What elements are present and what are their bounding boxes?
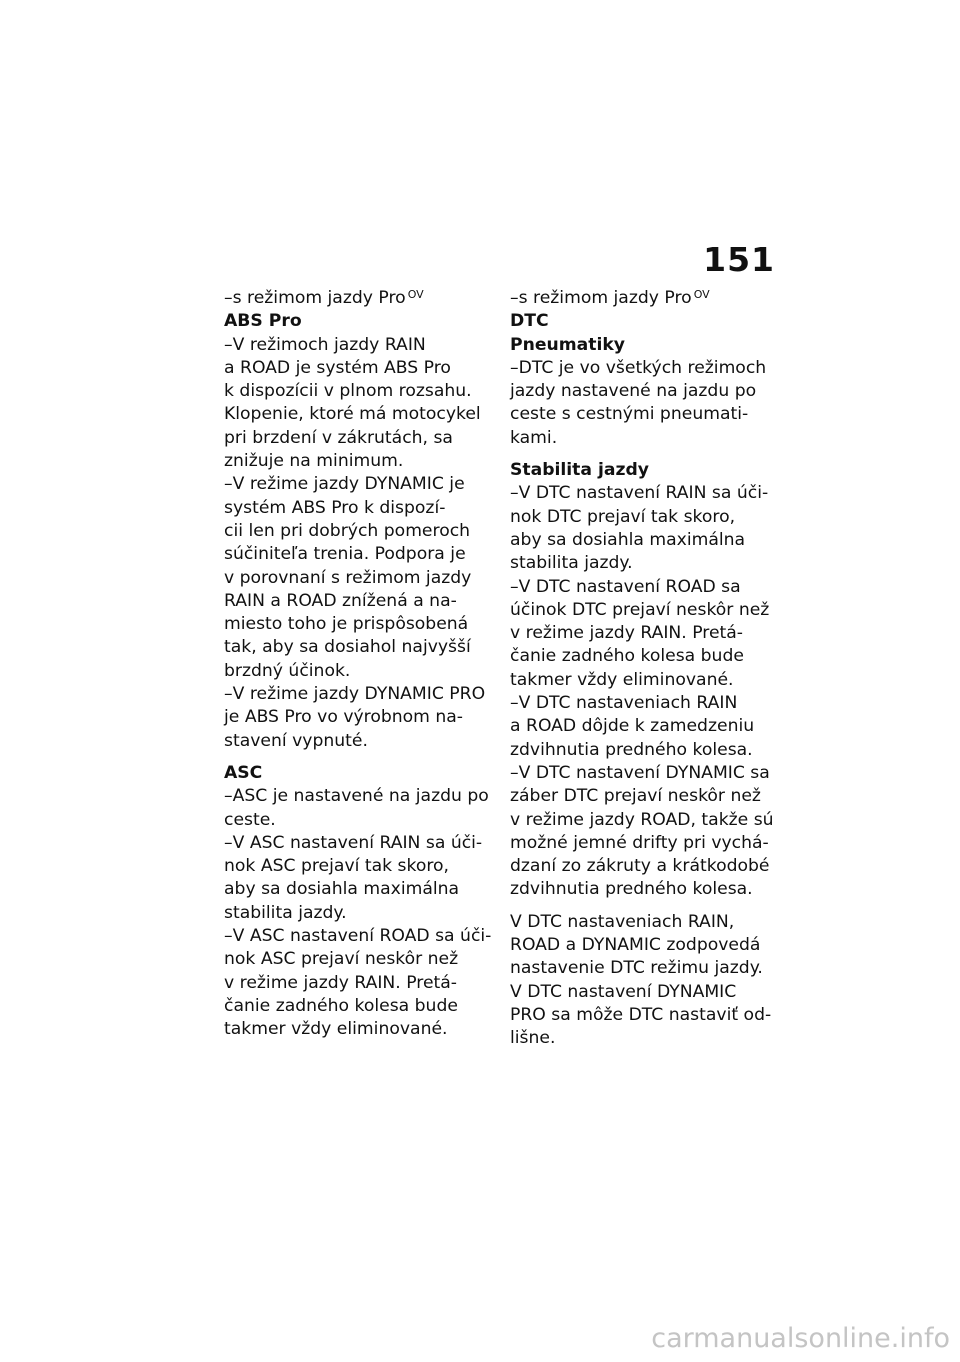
text-line: PRO sa môže DTC nastaviť od- (510, 1004, 772, 1025)
text-line: tak, aby sa dosiahol najvyšší (224, 637, 471, 658)
text-line: nok ASC prejaví neskôr než (224, 949, 459, 970)
page-number: 151 (703, 240, 775, 279)
text-line: pri brzdení v zákrutách, sa (224, 427, 453, 448)
list-item (510, 762, 790, 902)
mode-intro: –s režimom jazdy Pro $^{OV}$ (510, 288, 710, 308)
text-line: čanie zadného kolesa bude (510, 646, 744, 667)
text-line: RAIN a ROAD znížená a na- (224, 590, 457, 611)
text-line: nastavenie DTC režimu jazdy. (510, 958, 763, 979)
text-line: nok DTC prejaví tak skoro, (510, 506, 736, 527)
dtc-paragraph (510, 911, 790, 981)
section-heading-abs-pro: ABS Pro (224, 311, 302, 332)
list-item (510, 357, 790, 450)
text-line: v režime jazdy RAIN. Pretá- (224, 972, 458, 993)
text-line: –V DTC nastavení ROAD sa (510, 576, 741, 597)
text-line: kami. (510, 427, 558, 448)
text-line: účinok DTC prejaví neskôr než (510, 599, 770, 620)
list-item (224, 334, 509, 474)
text-line: záber DTC prejaví neskôr než (510, 786, 761, 807)
text-line: –V ASC nastavení ROAD sa úči- (224, 926, 492, 947)
asc-list (224, 785, 509, 1041)
text-line: –V režimoch jazdy RAIN (224, 334, 426, 355)
text-line: k dispozícii v plnom rozsahu. (224, 381, 472, 402)
text-line: V DTC nastaveniach RAIN, (510, 911, 735, 932)
text-line: –V DTC nastaveniach RAIN (510, 693, 738, 714)
list-item (224, 683, 509, 753)
text-line: –ASC je nastavené na jazdu po (224, 786, 489, 807)
abs-list (224, 334, 509, 753)
text-line: ceste. (224, 809, 276, 830)
text-line: ROAD a DYNAMIC zodpovedá (510, 935, 761, 956)
section-heading-dtc: DTC (510, 311, 549, 332)
text-line: v porovnaní s režimom jazdy (224, 567, 472, 588)
text-line: dzaní zo zákruty a krátkodobé (510, 856, 770, 877)
text-line: a ROAD je systém ABS Pro (224, 357, 451, 378)
text-line: stabilita jazdy. (224, 902, 347, 923)
stability-list (510, 482, 790, 901)
list-item (224, 473, 509, 683)
list-item (224, 785, 509, 832)
dtc-pro-paragraph (510, 981, 790, 1051)
list-item (510, 576, 790, 692)
text-line: aby sa dosiahla maximálna (224, 879, 460, 900)
right-column (510, 287, 790, 1051)
list-item (510, 692, 790, 762)
text-line: v režime jazdy ROAD, takže sú (510, 809, 774, 830)
text-line: takmer vždy eliminované. (224, 1019, 448, 1040)
text-line: –V DTC nastavení RAIN sa úči- (510, 483, 769, 504)
text-line: jazdy nastavené na jazdu po (510, 381, 757, 402)
text-line: –DTC je vo všetkých režimoch (510, 357, 767, 378)
list-item (510, 482, 790, 575)
text-line: nok ASC prejaví tak skoro, (224, 856, 450, 877)
text-line: zdvihnutia predného kolesa. (510, 879, 753, 900)
text-line: brzdný účinok. (224, 660, 351, 681)
text-line: aby sa dosiahla maximálna (510, 529, 746, 550)
left-column (224, 287, 509, 1042)
text-line: čanie zadného kolesa bude (224, 995, 458, 1016)
subheading-tires: Pneumatiky (510, 334, 625, 355)
text-line: možné jemné drifty pri vychá- (510, 832, 769, 853)
text-line: –V režime jazdy DYNAMIC je (224, 474, 465, 495)
text-line: znižuje na minimum. (224, 451, 404, 472)
text-line: stabilita jazdy. (510, 553, 633, 574)
text-line: v režime jazdy RAIN. Pretá- (510, 623, 744, 644)
text-line: miesto toho je prispôsobená (224, 614, 469, 635)
text-line: V DTC nastavení DYNAMIC (510, 981, 737, 1002)
mode-intro: –s režimom jazdy Pro $^{OV}$ (224, 288, 424, 308)
tires-list (510, 357, 790, 450)
text-line: –V ASC nastavení RAIN sa úči- (224, 832, 483, 853)
option-superscript: OV (407, 288, 424, 301)
text-line: súčiniteľa trenia. Podpora je (224, 544, 466, 565)
section-heading-asc: ASC (224, 762, 263, 783)
text-line: takmer vždy eliminované. (510, 669, 734, 690)
list-item (224, 925, 509, 1041)
text-line: –V režime jazdy DYNAMIC PRO (224, 684, 486, 705)
subheading-stability: Stabilita jazdy (510, 460, 649, 481)
option-superscript: OV (693, 288, 710, 301)
text-line: je ABS Pro vo výrobnom na- (224, 707, 464, 728)
watermark: carmanualsonline.info (651, 1323, 950, 1354)
text-line: zdvihnutia predného kolesa. (510, 739, 753, 760)
text-line: a ROAD dôjde k zamedzeniu (510, 716, 755, 737)
text-line: systém ABS Pro k dispozí- (224, 497, 446, 518)
text-line: stavení vypnuté. (224, 730, 368, 751)
text-line: ceste s cestnými pneumati- (510, 404, 749, 425)
text-line: –V DTC nastavení DYNAMIC sa (510, 762, 770, 783)
list-item (224, 832, 509, 925)
text-line: lišne. (510, 1028, 556, 1049)
text-line: Klopenie, ktoré má motocykel (224, 404, 481, 425)
text-line: cii len pri dobrých pomeroch (224, 520, 471, 541)
